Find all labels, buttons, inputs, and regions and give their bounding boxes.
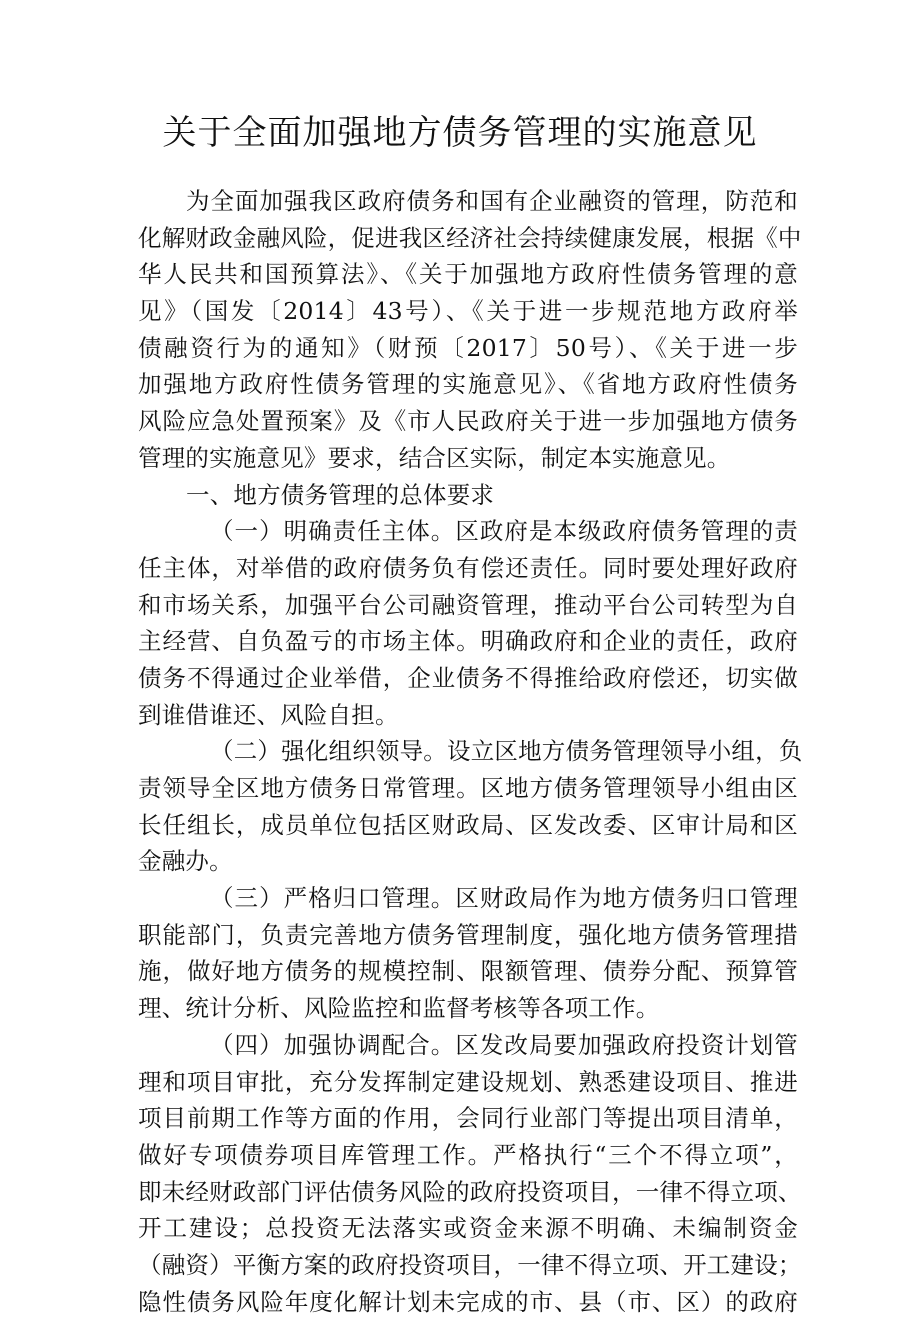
paragraph-line: 责领导全区地方债务日常管理。区地方债务管理领导小组由区 xyxy=(138,774,798,802)
paragraph-line: 项目前期工作等方面的作用，会同行业部门等提出项目清单， xyxy=(138,1104,798,1133)
paragraph-line: 金融办。 xyxy=(138,847,233,876)
paragraph-line: 风险应急处置预案》及《市人民政府关于进一步加强地方债务 xyxy=(138,407,798,436)
paragraph-line: 隐性债务风险年度化解计划未完成的市、县（市、区）的政府 xyxy=(138,1287,798,1316)
paragraph-line: 债务不得通过企业举借，企业债务不得推给政府偿还，切实做 xyxy=(138,663,798,692)
paragraph-line: 施，做好地方债务的规模控制、限额管理、债券分配、预算管 xyxy=(138,957,798,986)
paragraph-line: （三）严格归口管理。区财政局作为地方债务归口管理 xyxy=(210,884,798,913)
paragraph-line: 见》（国发〔2014〕43号）、《关于进一步规范地方政府举 xyxy=(138,297,798,326)
paragraph-line: 管理的实施意见》要求，结合区实际，制定本实施意见。 xyxy=(138,443,731,472)
paragraph-line: 理、统计分析、风险监控和监督考核等各项工作。 xyxy=(138,994,660,1023)
paragraph-line: 任主体，对举借的政府债务负有偿还责任。同时要处理好政府 xyxy=(138,553,798,582)
paragraph-line: （一）明确责任主体。区政府是本级政府债务管理的责 xyxy=(210,517,798,546)
paragraph-line: （四）加强协调配合。区发改局要加强政府投资计划管 xyxy=(210,1030,798,1059)
document-body xyxy=(138,183,803,1320)
paragraph-line: 华人民共和国预算法》、《关于加强地方政府性债务管理的意 xyxy=(138,260,798,289)
paragraph-line: 债融资行为的通知》（财预〔2017〕50号）、《关于进一步 xyxy=(138,333,798,362)
document-title: 关于全面加强地方债务管理的实施意见 xyxy=(162,113,758,153)
paragraph-line: 理和项目审批，充分发挥制定建设规划、熟悉建设项目、推进 xyxy=(138,1067,798,1096)
paragraph-line: 加强地方政府性债务管理的实施意见》、《省地方政府性债务 xyxy=(138,370,798,399)
paragraph-line: （二）强化组织领导。设立区地方债务管理领导小组，负 xyxy=(210,737,803,766)
paragraph-line: 做好专项债券项目库管理工作。严格执行“三个不得立项”， xyxy=(138,1140,798,1169)
paragraph-line: 职能部门，负责完善地方债务管理制度，强化地方债务管理措 xyxy=(138,920,798,949)
paragraph-line: （融资）平衡方案的政府投资项目，一律不得立项、开工建设； xyxy=(138,1250,802,1279)
paragraph-line: 为全面加强我区政府债务和国有企业融资的管理，防范和 xyxy=(186,187,798,215)
paragraph-line: 主经营、自负盈亏的市场主体。明确政府和企业的责任，政府 xyxy=(138,627,798,656)
section-heading: 一、地方债务管理的总体要求 xyxy=(186,480,495,509)
paragraph-line: 即未经财政部门评估债务风险的政府投资项目，一律不得立项、 xyxy=(138,1177,802,1206)
paragraph-line: 和市场关系，加强平台公司融资管理，推动平台公司转型为自 xyxy=(138,590,798,619)
paragraph-line: 化解财政金融风险，促进我区经济社会持续健康发展，根据《中 xyxy=(138,223,802,252)
paragraph-line: 到谁借谁还、风险自担。 xyxy=(138,700,399,729)
paragraph-line: 长任组长，成员单位包括区财政局、区发改委、区审计局和区 xyxy=(138,810,798,839)
paragraph-line: 开工建设；总投资无法落实或资金来源不明确、未编制资金 xyxy=(138,1214,798,1243)
